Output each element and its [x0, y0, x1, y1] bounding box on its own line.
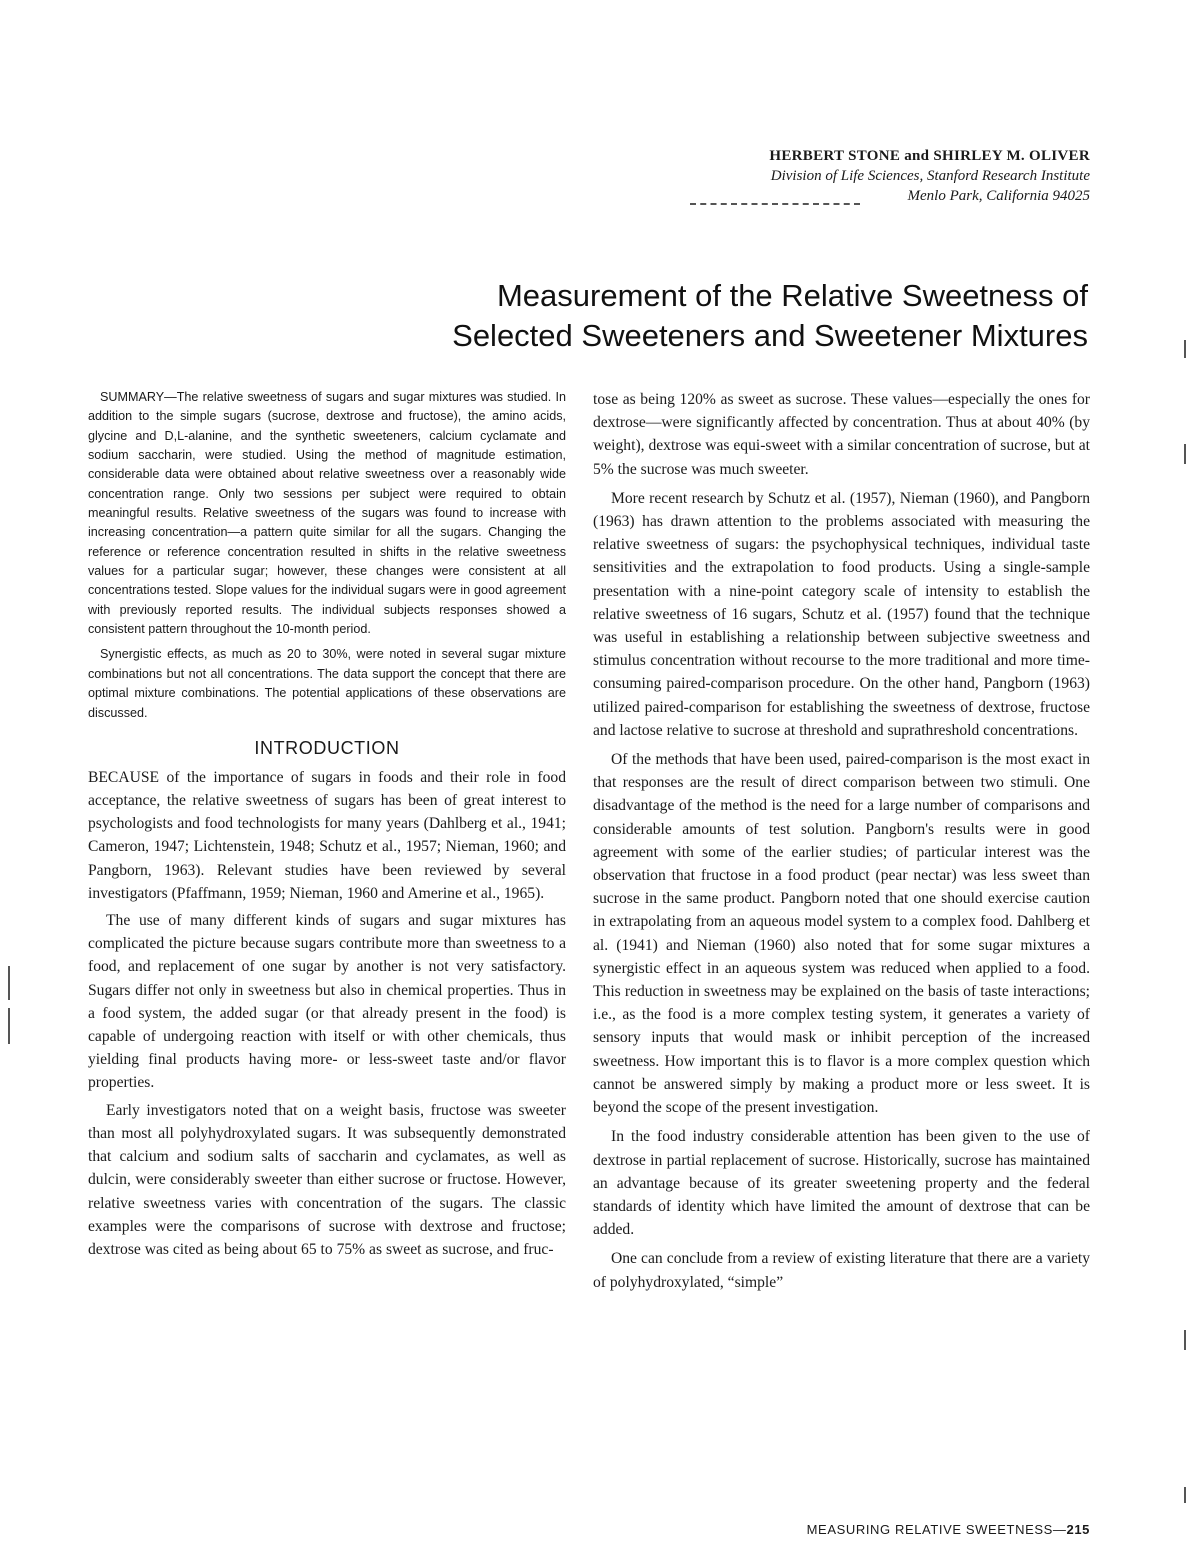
affiliation-line-1: Division of Life Sciences, Stanford Research Institute — [770, 168, 1090, 184]
margin-mark — [1184, 1487, 1186, 1503]
left-column — [88, 388, 566, 1265]
title-line-1: Measurement of the Relative Sweetness of — [496, 278, 1088, 313]
intro-paragraph-1: BECAUSE of the importance of sugars in foods and their role in food acceptance, the relative sweetness of sugars has been of great interest to psychologists and food technologists for many years (Dahlberg et al., 1941; Cameron, 1947; Lichtenstein, 1948; Schutz et al., 1957; Nieman, 1960; and Pangborn, 1963). Relevant studies have been reviewed by several investigators (Pfaffmann, 1959; Nieman, 1960 and Amerine et al., 1965). — [88, 768, 566, 902]
intro-paragraph-2: The use of many different kinds of sugars and sugar mixtures has complicated the picture because sugars contribute more than sweetness to a food, and replacement of one sugar by another is not very satisfactory. Sugars differ not only in sweetness but also in chemical properties. Thus in a food system, the added sugar (or that already present in the food) is capable of undergoing reaction with itself or with other chemicals, thus yielding final products having more- or less-sweet taste and/or flavor properties. — [88, 912, 566, 1092]
summary-paragraph-2: Synergistic effects, as much as 20 to 30%, were noted in several sugar mixture combinations but not all concentrations. The data support the concept that there are optimal mixture combinations. The potential applications of these observations are discussed. — [88, 647, 566, 720]
page-footer — [807, 1522, 1090, 1537]
margin-mark — [8, 966, 10, 1000]
affiliation-line-2: Menlo Park, California 94025 — [907, 188, 1090, 204]
dashed-rule — [690, 203, 860, 205]
intro-paragraph-4: tose as being 120% as sweet as sucrose. These values—especially the ones for dextrose—were significantly affected by concentration. Thus at about 40% (by weight), dextrose was equi-sweet with a similar concentration of sucrose, but at 5% the sucrose was much sweeter. — [593, 391, 1090, 478]
introduction-heading: INTRODUCTION — [254, 737, 400, 758]
intro-paragraph-7: In the food industry considerable attention has been given to the use of dextrose in partial replacement of sucrose. Historically, sucrose has maintained an advantage because of its greater sweetening property and the federal standards of identity which have limited the amount of dextrose that can be added. — [593, 1128, 1090, 1239]
summary-paragraph-1: SUMMARY—The relative sweetness of sugars and sugar mixtures was studied. In addition to the simple sugars (sucrose, dextrose and fructose), the amino acids, glycine and D,L-alanine, and the synthetic sweeteners, calcium cyclamate and sodium saccharin, were studied. Using the method of magnitude estimation, considerable data were obtained about relative sweetness over a reasonably wide concentration range. Only two sessions per subject were required to obtain meaningful results. Relative sweetness of the sugars was found to increase with increasing concentration—a pattern quite similar for all the sugars. Changing the reference or reference concentration resulted in shifts in the relative sweetness values for a particular sugar; however, these changes were consistent at all concentrations tested. Slope values for the individual sugars were in good agreement with previously reported results. The individual subjects responses showed a consistent pattern throughout the 10-month period. — [88, 390, 566, 637]
title-line-2: Selected Sweeteners and Sweetener Mixtures — [452, 318, 1088, 353]
page-number: 215 — [1066, 1522, 1090, 1537]
article-title — [388, 276, 1088, 356]
running-head: MEASURING RELATIVE SWEETNESS— — [806, 1522, 1067, 1537]
summary-block — [88, 388, 566, 723]
margin-mark — [1184, 1330, 1186, 1350]
intro-paragraph-6: Of the methods that have been used, paired-comparison is the most exact in that responses are the result of direct comparison between two stimuli. One disadvantage of the method is the need for a large number of comparisons and considerable amounts of test solution. Pangborn's results were in good agreement with some of the earlier studies; of particular interest was the observation that fructose in a food product (pear nectar) was less sweet than sucrose in the same product. Pangborn noted that one should exercise caution in extrapolating from an aqueous model system to a complex food. Dahlberg et al. (1941) and Nieman (1960) also noted that for some sugar mixtures a synergistic effect in an aqueous system was reduced when applied to a food. This reduction in sweetness may be explained on the basis of taste interactions; i.e., as the food is a more complex testing system, it generates a variety of sensory inputs that would mask or inhibit perception of the increased sweetness. How important this is to flavor is a more complex question which cannot be answered simply by making a product more or less sweet. It is beyond the scope of the present investigation. — [593, 751, 1090, 1117]
margin-mark — [8, 1008, 10, 1044]
margin-mark — [1184, 444, 1186, 464]
introduction-body-right — [593, 388, 1090, 1294]
author-names: HERBERT STONE and SHIRLEY M. OLIVER — [769, 148, 1090, 164]
author-block — [769, 146, 1090, 206]
right-column — [593, 388, 1090, 1300]
margin-mark — [1184, 340, 1186, 358]
intro-paragraph-8: One can conclude from a review of existing literature that there are a variety of polyhydroxylated, “simple” — [593, 1250, 1090, 1291]
introduction-body-left — [88, 766, 566, 1261]
intro-paragraph-5: More recent research by Schutz et al. (1957), Nieman (1960), and Pangborn (1963) has drawn attention to the problems associated with measuring the relative sweetness of sugars: the psychophysical techniques, individual taste sensitivities and the extrapolation to food products. Using a single-sample presentation with a nine-point category scale of intensity to establish the relative sweetness of 16 sugars, Schutz et al. (1957) found that the technique was useful in establishing a relationship between subjective sweetness and stimulus concentration without recourse to the more traditional and more time-consuming paired-comparison procedure. On the other hand, Pangborn (1963) utilized paired-comparison for establishing the sweetness of dextrose, fructose and lactose relative to sucrose at threshold and suprathreshold concentrations. — [593, 489, 1090, 739]
intro-paragraph-3: Early investigators noted that on a weight basis, fructose was sweeter than most all polyhydroxylated sugars. It was subsequently demonstrated that calcium and sodium salts of saccharin and cyclamates, as well as dulcin, were considerably sweeter than either sucrose or fructose. However, relative sweetness varies with concentration of the sugars. The classic examples were the comparisons of sucrose with dextrose and fructose; dextrose was cited as being about 65 to 75% as sweet as sucrose, and fruc- — [88, 1101, 566, 1258]
